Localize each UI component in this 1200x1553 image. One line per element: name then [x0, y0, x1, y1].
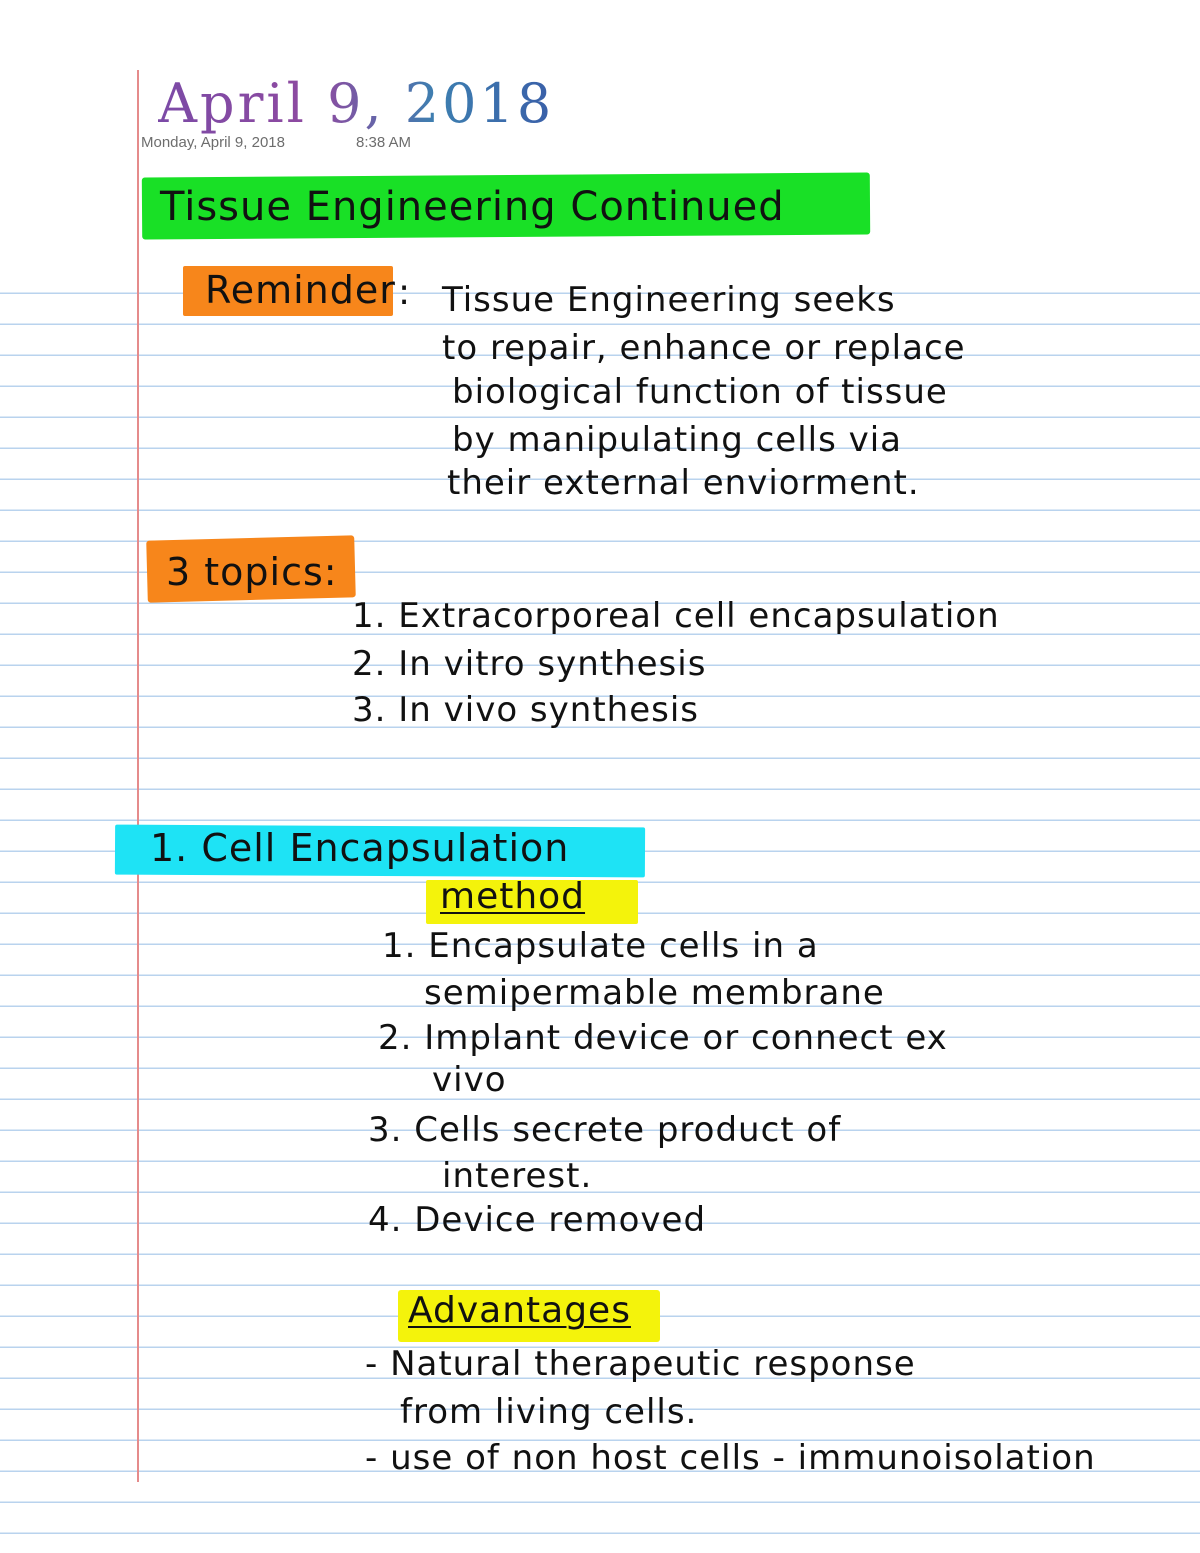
page-title: Tissue Engineering Continued [160, 184, 785, 230]
date-stamp: Monday, April 9, 2018 [141, 134, 285, 151]
margin-line [137, 70, 139, 1482]
topic-item: 1. Extracorporeal cell encapsulation [352, 596, 1000, 636]
method-line: 1. Encapsulate cells in a [382, 926, 819, 966]
section-heading: 1. Cell Encapsulation [150, 826, 570, 870]
reminder-line: biological function of tissue [452, 372, 948, 412]
reminder-label: Reminder [205, 268, 396, 312]
time-stamp: 8:38 AM [356, 134, 412, 151]
reminder-line: their external enviorment. [447, 463, 920, 503]
method-line: interest. [442, 1156, 593, 1196]
topics-label: 3 topics: [166, 550, 338, 594]
advantage-line: - use of non host cells - immunoisolation [365, 1438, 1096, 1478]
handwritten-date: April 9, 2018 [158, 72, 555, 135]
reminder-line: to repair, enhance or replace [442, 328, 966, 368]
reminder-line: by manipulating cells via [452, 420, 903, 460]
topic-item: 2. In vitro synthesis [352, 644, 707, 684]
method-label: method [440, 876, 586, 917]
method-line: 4. Device removed [368, 1200, 707, 1240]
method-line: semipermable membrane [424, 973, 885, 1013]
method-line: 2. Implant device or connect ex [378, 1018, 948, 1058]
method-line: vivo [432, 1060, 507, 1100]
advantages-label: Advantages [408, 1290, 631, 1331]
method-line: 3. Cells secrete product of [368, 1110, 842, 1150]
topic-item: 3. In vivo synthesis [352, 690, 699, 730]
advantage-line: from living cells. [400, 1392, 698, 1432]
reminder-line: Tissue Engineering seeks [442, 280, 896, 320]
advantage-line: - Natural therapeutic response [365, 1344, 916, 1384]
reminder-colon: : [398, 272, 412, 313]
